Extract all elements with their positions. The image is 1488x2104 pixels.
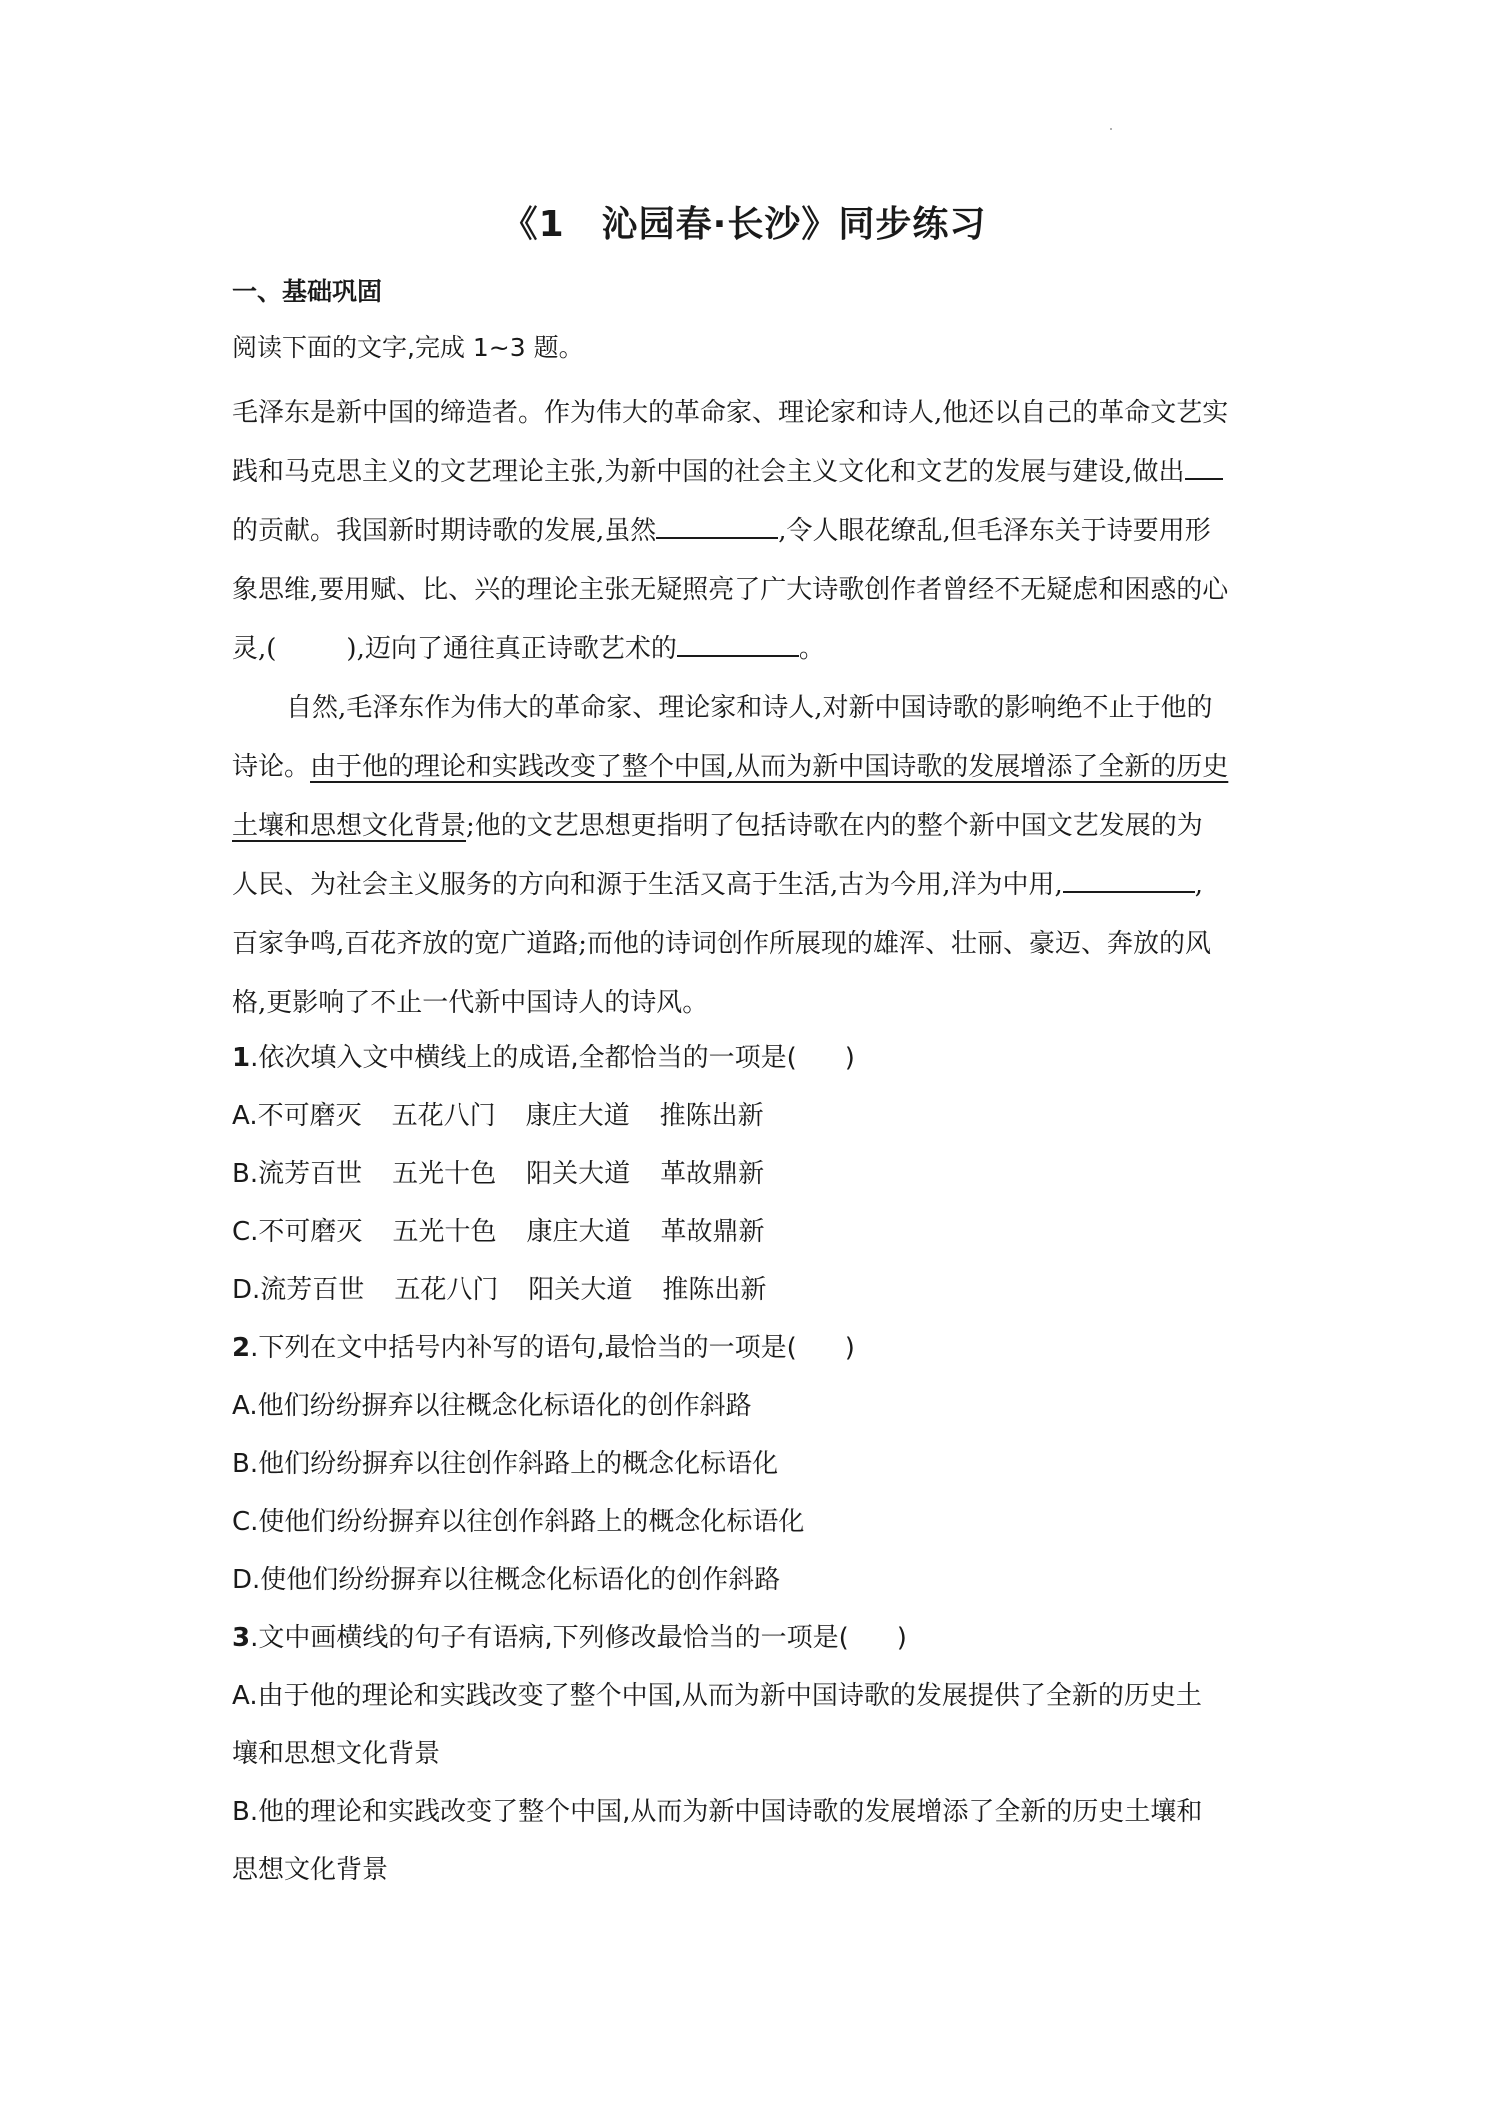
question-number: 2	[232, 1333, 251, 1363]
passage-line: 象思维,要用赋、比、兴的理论主张无疑照亮了广大诗歌创作者曾经不无疑虑和困惑的心	[232, 575, 1229, 605]
passage-text: ,	[1194, 870, 1204, 900]
passage-line: 毛泽东是新中国的缔造者。作为伟大的革命家、理论家和诗人,他还以自己的革命文艺实	[232, 398, 1229, 428]
question-stem	[232, 1609, 1272, 1667]
option-b[interactable]: B.他们纷纷摒弃以往创作斜路上的概念化标语化	[232, 1449, 779, 1479]
passage-line	[232, 738, 1272, 797]
reading-instruction: 阅读下面的文字,完成 1~3 题。	[232, 333, 584, 362]
question-close: )	[896, 1623, 907, 1653]
question-text: .下列在文中括号内补写的语句,最恰当的一项是(	[250, 1333, 797, 1363]
passage-line	[232, 443, 1272, 502]
fill-blank[interactable]	[677, 625, 799, 657]
option-word: 推陈出新	[662, 1275, 767, 1305]
option-label: C.	[232, 1217, 259, 1247]
question-number: 3	[232, 1623, 251, 1653]
question-text: .文中画横线的句子有语病,下列修改最恰当的一项是(	[250, 1623, 849, 1653]
option-word: 康庄大道	[525, 1101, 630, 1131]
passage-line	[232, 502, 1272, 561]
option-word: 五光十色	[392, 1159, 497, 1189]
passage-text: 人民、为社会主义服务的方向和源于生活又高于生活,古为今用,洋为中用,	[232, 870, 1063, 900]
question-text: .依次填入文中横线上的成语,全都恰当的一项是(	[250, 1043, 797, 1073]
option-word: 阳关大道	[526, 1159, 631, 1189]
fill-blank[interactable]	[656, 507, 778, 539]
question-stem	[232, 1029, 1272, 1087]
option-word: 流芳百世	[260, 1275, 365, 1305]
question-2	[232, 1319, 1272, 1609]
passage-text: 灵,(	[232, 634, 277, 664]
passage-line: 格,更影响了不止一代新中国诗人的诗风。	[232, 988, 709, 1018]
fill-blank[interactable]	[1185, 448, 1223, 480]
page-title: 《1 沁园春·长沙》同步练习	[501, 204, 987, 245]
option-d[interactable]	[232, 1261, 1272, 1319]
option-c[interactable]: C.使他们纷纷摒弃以往创作斜路上的概念化标语化	[232, 1507, 805, 1537]
option-word: 康庄大道	[526, 1217, 631, 1247]
option-label: D.	[232, 1275, 261, 1305]
question-close: )	[844, 1333, 855, 1363]
option-word: 五花八门	[394, 1275, 499, 1305]
option-label: B.	[232, 1159, 259, 1189]
option-word: 革故鼎新	[660, 1159, 765, 1189]
option-word: 流芳百世	[258, 1159, 363, 1189]
passage-text: 诗论。	[232, 752, 311, 782]
option-c[interactable]	[232, 1203, 1272, 1261]
passage-text: 的贡献。我国新时期诗歌的发展,虽然	[232, 516, 657, 546]
option-d[interactable]: D.使他们纷纷摒弃以往概念化标语化的创作斜路	[232, 1565, 781, 1595]
passage-line: 百家争鸣,百花齐放的宽广道路;而他的诗词创作所展现的雄浑、壮丽、豪迈、奔放的风	[232, 929, 1212, 959]
passage-paragraph-2	[232, 679, 1272, 1033]
question-close: )	[844, 1043, 855, 1073]
option-word: 推陈出新	[659, 1101, 764, 1131]
underlined-sentence: 土壤和思想文化背景	[232, 811, 467, 841]
option-word: 阳关大道	[528, 1275, 633, 1305]
option-word: 不可磨灭	[258, 1217, 363, 1247]
passage-text: ,令人眼花缭乱,但毛泽东关于诗要用形	[778, 516, 1211, 546]
section-heading: 一、基础巩固	[232, 277, 383, 306]
option-word: 五花八门	[391, 1101, 496, 1131]
option-a[interactable]	[232, 1667, 1272, 1783]
scan-speck	[1110, 128, 1112, 130]
passage-text: 。	[798, 634, 825, 664]
option-a[interactable]: A.他们纷纷摒弃以往概念化标语化的创作斜路	[232, 1391, 752, 1421]
passage-line	[232, 620, 1272, 679]
question-stem	[232, 1319, 1272, 1377]
underlined-sentence: 由于他的理论和实践改变了整个中国,从而为新中国诗歌的发展增添了全新的历史	[310, 752, 1229, 782]
passage-line: 自然,毛泽东作为伟大的革命家、理论家和诗人,对新中国诗歌的影响绝不止于他的	[286, 693, 1213, 723]
option-word: 革故鼎新	[660, 1217, 765, 1247]
question-1	[232, 1029, 1272, 1319]
passage-text: ),迈向了通往真正诗歌艺术的	[346, 634, 677, 664]
option-line: A.由于他的理论和实践改变了整个中国,从而为新中国诗歌的发展提供了全新的历史土	[232, 1681, 1202, 1711]
fill-blank[interactable]	[1063, 861, 1195, 893]
option-line: B.他的理论和实践改变了整个中国,从而为新中国诗歌的发展增添了全新的历史土壤和	[232, 1797, 1203, 1827]
passage-line	[232, 856, 1272, 915]
option-b[interactable]	[232, 1783, 1272, 1899]
question-3	[232, 1609, 1272, 1899]
passage-line	[232, 797, 1272, 856]
option-word: 五光十色	[392, 1217, 497, 1247]
question-number: 1	[232, 1043, 251, 1073]
passage-text: ;他的文艺思想更指明了包括诗歌在内的整个新中国文艺发展的为	[466, 811, 1203, 841]
option-b[interactable]	[232, 1145, 1272, 1203]
option-label: A.	[232, 1101, 258, 1131]
option-a[interactable]	[232, 1087, 1272, 1145]
option-line: 思想文化背景	[232, 1855, 389, 1885]
option-word: 不可磨灭	[257, 1101, 362, 1131]
passage-text: 践和马克思主义的文艺理论主张,为新中国的社会主义文化和文艺的发展与建设,做出	[232, 457, 1185, 487]
option-line: 壤和思想文化背景	[232, 1739, 441, 1769]
passage-paragraph-1	[232, 384, 1272, 679]
